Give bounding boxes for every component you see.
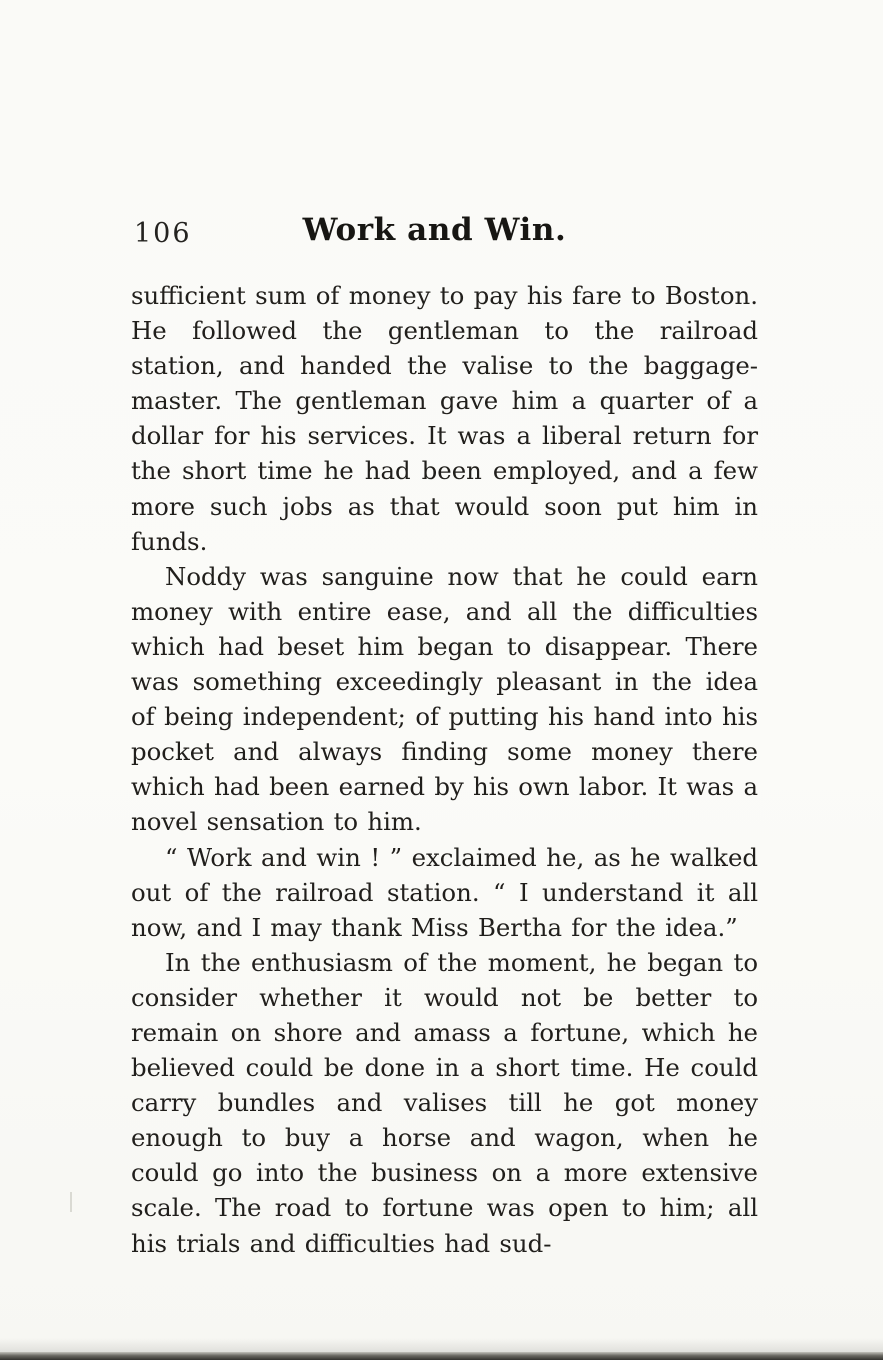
book-page	[131, 212, 758, 1261]
scan-artifact	[70, 1192, 72, 1212]
scan-edge-shadow	[0, 1338, 883, 1352]
running-title: Work and Win.	[302, 212, 567, 248]
paragraph: In the enthusiasm of the moment, he began to consider whether it would not be better to remain on shore and amass a fortune, which he believed could be done in a short time. He could carry bundles and valises till he got money enough to buy a horse and wagon, when he could go into the business on a more extensive scale. The road to fortune was open to him; all his trials and difficulties had sud-	[131, 947, 758, 1258]
paragraph: sufficient sum of money to pay his fare to Boston. He followed the gentleman to the railroad station, and handed the valise to the baggage-master. The gentleman gave him a quarter of a dollar for his services. It was a liberal return for the short time he had been employed, and a few more such jobs as that would soon put him in funds.	[131, 281, 758, 556]
page-number: 106	[134, 218, 192, 249]
page-header	[131, 212, 758, 254]
page-body	[131, 278, 758, 1261]
paragraph: Noddy was sanguine now that he could earn money with entire ease, and all the difficulties which had beset him began to disappear. There was something exceedingly pleasant in the idea of being independent; of putting his hand into his pocket and always finding some money there which had been earned by his own labor. It was a novel sensation to him.	[131, 561, 758, 837]
scan-bottom-edge	[0, 1352, 883, 1360]
paragraph: “ Work and win ! ” exclaimed he, as he walked out of the railroad station. “ I understand it all now, and I may thank Miss Bertha for the idea.”	[131, 842, 758, 942]
